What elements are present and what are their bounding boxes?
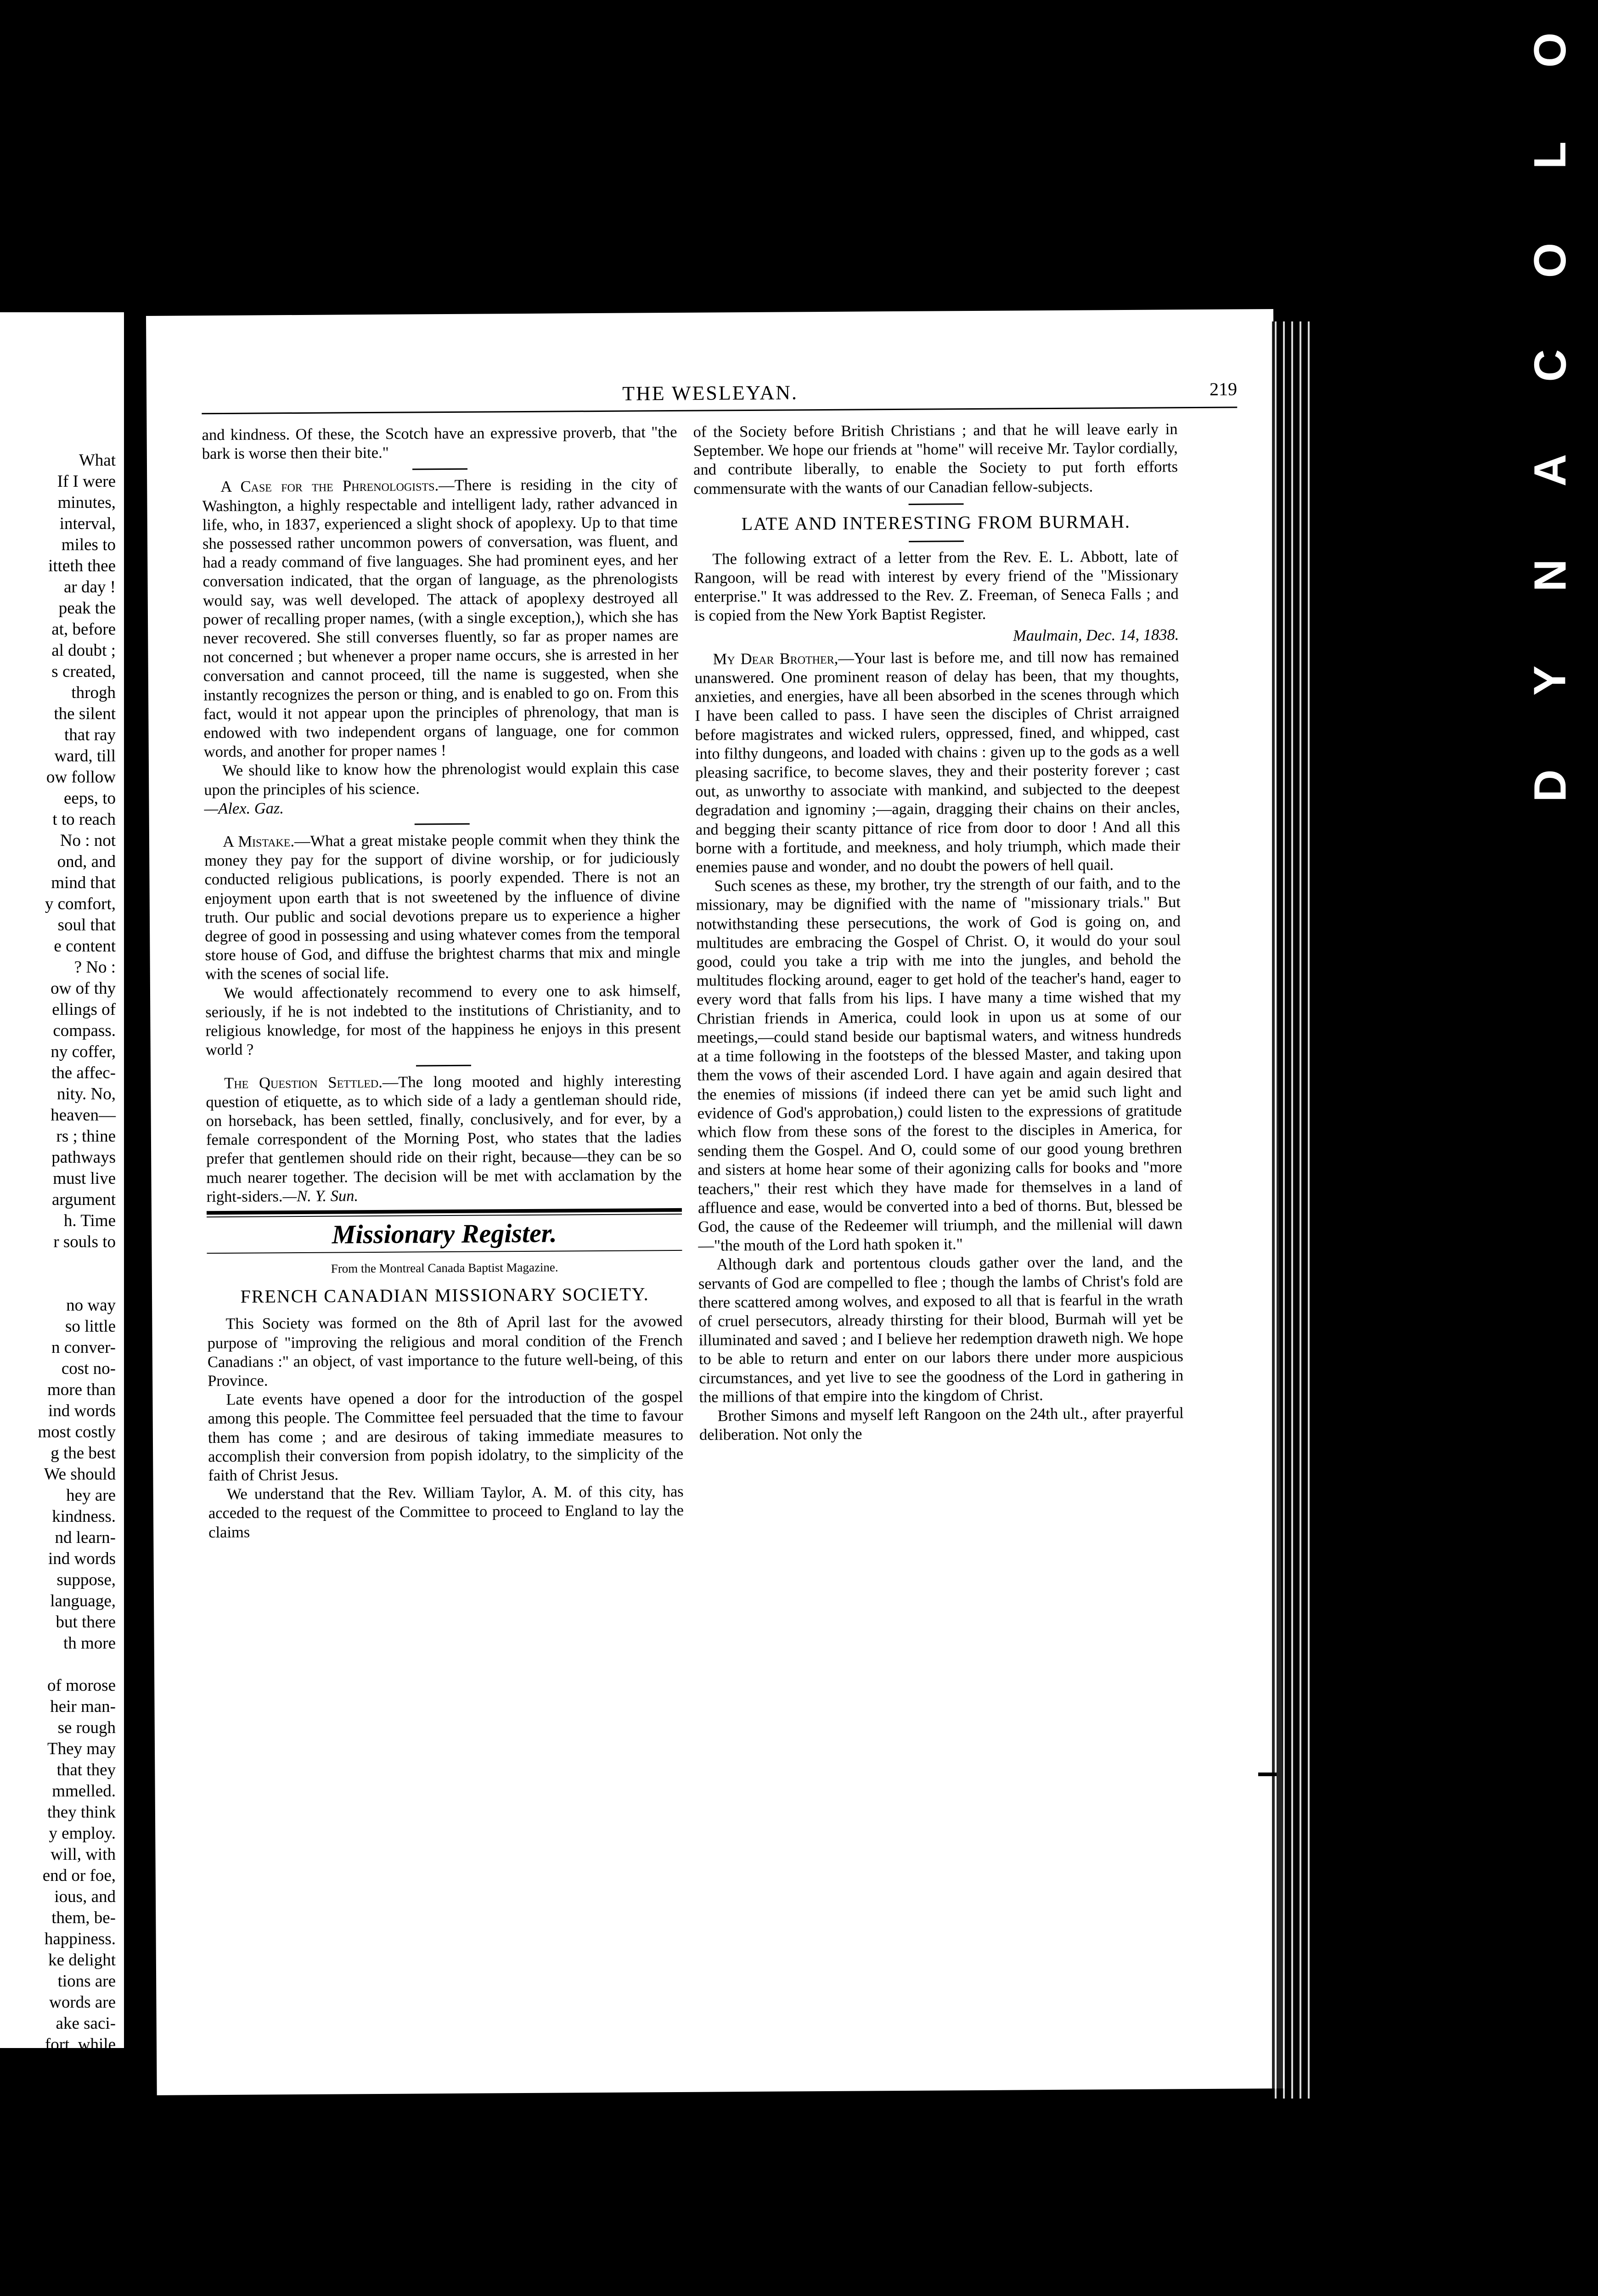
left-page-line: ar day ! — [64, 578, 116, 597]
brand-letter: Y — [1525, 665, 1575, 696]
divider — [412, 468, 467, 470]
left-page-line: peak the — [58, 599, 116, 618]
brand-letter: L — [1525, 141, 1575, 169]
section-rule-thin — [207, 1250, 682, 1254]
left-page-line: the affec- — [51, 1064, 116, 1082]
left-page-line: compass. — [53, 1021, 116, 1040]
left-page-line: ow of thy — [51, 979, 116, 998]
mistake-article — [204, 830, 681, 984]
header-rule — [202, 406, 1237, 414]
section-title: Missionary Register. — [332, 1218, 557, 1249]
left-page-line: If I were — [57, 472, 116, 491]
left-page-line: n conver- — [51, 1338, 116, 1357]
salutation: My Dear Brother, — [713, 649, 838, 668]
left-page-line: th more — [63, 1634, 116, 1653]
left-page-line: ind words — [48, 1549, 116, 1568]
article-title: A Case for the Phrenologists. — [220, 477, 439, 496]
left-page-line: so little — [65, 1317, 116, 1336]
divider — [909, 540, 964, 542]
left-page-line: ond, and — [57, 852, 116, 871]
page-header-title: THE WESLEYAN. — [622, 381, 799, 405]
left-page-line: s created, — [51, 662, 116, 681]
left-page-line: mind that — [51, 873, 116, 892]
left-page-line: most costly — [38, 1423, 116, 1441]
letter-body: —Your last is before me, and till now has remained unanswered. One prominent reason of delay has been, that my thoughts, anxieties, and energies, have all been absorbed in the scenes through which I have been called to pass. I have seen the disciples of Christ arraigned before magistrates and wicked rulers, oppressed, fined, and whipped, cast into filthy dungeons, and loaded with chains : given up to the gods as a well pleasing sacrifice, to become slaves, they and their posterity forever ; cast out, as unworthy to associate with mankind, and subjected to the deepest degradation and ignominy ;—again, dragging their chains on their ancles, and begging their scanty pittance of rice from door to door ! And all this borne with a fortitude, and meekness, and holy triumph, which made their enemies pause and wonder, and no doubt the powers of hell quail. — [694, 647, 1181, 876]
margin-mark — [1258, 1773, 1277, 1776]
left-page-line: interval, — [59, 514, 116, 533]
left-page-line: t to reach — [52, 810, 116, 829]
left-page-line: nd learn- — [55, 1528, 116, 1547]
left-page-line: pathways — [51, 1148, 116, 1167]
left-page-line: they think — [47, 1803, 116, 1822]
page-number: 219 — [1209, 378, 1238, 400]
left-page-line: language, — [50, 1592, 116, 1610]
phrenology-article — [202, 475, 679, 761]
left-page-line: argument — [51, 1190, 116, 1209]
right-column — [693, 420, 1184, 1445]
brand-letter: N — [1525, 559, 1575, 592]
left-page-fragment — [0, 312, 124, 2075]
page-gutter — [124, 321, 147, 2089]
left-page-line: h. Time — [63, 1211, 116, 1230]
left-page-line: must live — [53, 1169, 116, 1188]
left-page-line: ow follow — [46, 768, 116, 787]
source-line: From the Montreal Canada Baptist Magazine. — [331, 1260, 558, 1276]
left-page-line: more than — [47, 1380, 116, 1399]
left-column — [202, 423, 684, 1542]
article-paragraph: We understand that the Rev. William Taylor, A. M. of this city, has acceded to the request of the Committee to proceed to England to lay the claims — [208, 1483, 684, 1541]
left-page-line: happiness. — [44, 1930, 116, 1948]
left-page-line: rs ; thine — [56, 1127, 116, 1146]
dateline: Maulmain, Dec. 14, 1838. — [1013, 625, 1179, 645]
intro-paragraph: and kindness. Of these, the Scotch have an expressive proverb, that "the bark is worse then their bite." — [202, 423, 677, 463]
question-article — [206, 1071, 682, 1206]
left-page-line: suppose, — [56, 1570, 116, 1589]
left-page-line: at, before — [51, 620, 116, 639]
left-page-line: heaven— — [51, 1106, 116, 1125]
brand-letter: C — [1525, 349, 1575, 382]
article-title: A Mistake. — [222, 833, 295, 851]
left-page-line: them, be- — [51, 1908, 116, 1927]
left-page-line: ? No : — [74, 958, 116, 977]
left-page-line: ind words — [48, 1401, 116, 1420]
article-title: The Question Settled. — [224, 1073, 383, 1092]
divider — [908, 503, 963, 505]
left-page-line: ious, and — [54, 1887, 116, 1906]
divider — [416, 1064, 471, 1066]
letter-paragraph: Although dark and portentous clouds gather over the land, and the servants of God are compelled to flee ; though the lambs of Christ's fold are there scattered among wolves, and exposed to all that is fearful in the wrath of cruel persecutors, already thirsting for their blood, Burmah will yet be illuminated and saved ; and I believe her redemption draweth nigh. We hope to be able to return and enter on our labors there under more auspicious circumstances, and yet live to see the goodness of the Lord in gathering in the millions of that empire into the kingdom of Christ. — [698, 1253, 1184, 1406]
newspaper-page — [146, 309, 1284, 2095]
left-page-line: ny coffer, — [51, 1042, 116, 1061]
left-page-line: y comfort, — [45, 895, 116, 913]
letter-paragraph: Such scenes as these, my brother, try the strength of our faith, and to the missionary, may be dignified with the name of "missionary trials." But notwithstanding these persecutions, the work of God is going on, and multitudes are embracing the Gospel of Christ. O, it would do your soul good, could you take a trip with me into the jungles, and behold the multitudes flocking around, eager to get hold of the teacher's hand, eager to every word that falls from his lips. I have many a time wished that my Christian friends in America, could look in upon us at some of our meetings,—could stand beside our baptismal waters, and witness hundreds at a time following in the footsteps of the blessed Master, and taking upon them the vows of their ascended Lord. I have again and again desired that the enemies of missions (if indeed there can yet be amid such light and evidence of God's approbation,) could listen to the expressions of gratitude which flow from these sons of the forest to the disciples in America, for sending them the Gospel. And O, could some of our good young brethren and sisters at home hear some of their agonizing calls for books and "more teachers," their rest which they have made for themselves in a land of affluence and ease, would be converted into a bed of thorns. But, blessed be God, the cause of the Redeemer will triumph, and the millenial will dawn—"the mouth of the Lord hath spoken it." — [696, 874, 1183, 1255]
left-page-line: throgh — [71, 683, 116, 702]
brand-letter: O — [1524, 32, 1575, 68]
article-paragraph: This Society was formed on the 8th of April last for the avowed purpose of "improving the religious and moral condition of the French Canadians :" an object, of vast importance to the future well-being, of this Province. — [207, 1312, 683, 1390]
left-page-line: that they — [56, 1761, 116, 1779]
left-page-line: al doubt ; — [51, 641, 116, 660]
article-paragraph — [204, 759, 680, 818]
left-page-line: but there — [56, 1613, 116, 1632]
left-page-line: No : not — [60, 831, 116, 850]
left-page-line: e content — [54, 937, 116, 956]
letter-paragraph — [694, 647, 1180, 877]
left-page-line: We should — [44, 1465, 116, 1484]
left-page-line: eeps, to — [63, 789, 116, 808]
left-page-line: hey are — [66, 1486, 116, 1505]
article-intro: The following extract of a letter from the Rev. E. L. Abbott, late of Rangoon, will be read with interest by every friend of the "Missionary enterprise." It was addressed to the Rev. Z. Freeman, of Seneca Falls ; and is copied from the New York Baptist Register. — [694, 547, 1179, 625]
article-body: We should like to know how the phrenologist would explain this case upon the principles of his science. — [204, 759, 680, 799]
left-page-line: no way — [66, 1296, 116, 1315]
article-paragraph: We would affectionately recommend to every one to ask himself, seriously, if he is not indebted to the institutions of Christianity, and to religious knowledge, for most of the happiness he enjoys in this present world ? — [205, 981, 681, 1059]
left-page-line: end or foe, — [42, 1866, 116, 1885]
left-page-line: What — [79, 451, 116, 470]
article-body: —What a great mistake people commit when they think the money they pay for the support of divine worship, or for judiciously conducted religious publications, is poorly expended. There is not an enjoyment upon earth that is not sweetened by the influence of divine truth. Our public and social devotions prepare us to experience a higher degree of good in possessing and using whatever comes from the temporal store house of God, and diffuse the brightest charms that mix and mingle with the scenes of social life. — [204, 830, 681, 983]
article-paragraph: Late events have opened a door for the introduction of the gospel among this people. The Committee feel persuaded that the time to favour them has come ; and are desirous of taking immediate measures to accomplish their conversion from popish idolatry, to the simplicity of the faith of Christ Jesus. — [208, 1388, 684, 1485]
left-page-line: of morose — [47, 1676, 116, 1695]
left-page-line: itteth thee — [48, 557, 116, 575]
article-body: —There is residing in the city of Washington, a highly respectable and intelligent lady, rather advanced in life, who, in 1837, experienced a slight shock of apoplexy. Up to that time she possessed rather uncommon powers of conversation, was fluent, and had a ready command of five languages. She had prominent eyes, and her conversation indicated, that the organ of language, as the phrenologists would say, was well developed. The attack of apoplexy destroyed all power of recalling proper names, (with a single exception,), which she has never recovered. She still converses fluently, so far as proper names are not concerned ; but whenever a proper name occurs, she is arrested in her conversation and cannot proceed, till the name is suggested, when she instantly recognizes the person or thing, and is enabled to go on. From this fact, would it not appear upon the principles of phrenology, that man is endowed with two independent organs of language, one for common words, and another for proper names ! — [202, 475, 679, 761]
left-page-line: will, with — [51, 1845, 116, 1864]
left-page-line: fort, while — [45, 2035, 116, 2054]
left-page-line: ward, till — [54, 747, 116, 765]
left-page-line: They may — [47, 1739, 116, 1758]
left-page-line: that ray — [64, 726, 116, 744]
page-stack-edge — [1272, 321, 1313, 2099]
divider — [414, 823, 469, 825]
continued-paragraph: of the Society before British Christians ; and that he will leave early in September. We hope our friends at "home" will receive Mr. Taylor cordially, and contribute liberally, to enable the Society to put forth efforts commensurate with the wants of our Canadian fellow-subjects. — [693, 420, 1178, 498]
left-page-line: ake saci- — [56, 2014, 116, 2033]
brand-letter: A — [1525, 454, 1575, 487]
brand-letter: O — [1524, 242, 1575, 278]
left-page-line: g the best — [51, 1444, 116, 1463]
left-page-line: f courtesy — [48, 2056, 116, 2075]
article-headline: FRENCH CANADIAN MISSIONARY SOCIETY. — [240, 1283, 649, 1307]
letter-paragraph: Brother Simons and myself left Rangoon on the 24th ult., after prayerful deliberation. Not only the — [699, 1404, 1184, 1444]
left-page-line: se rough — [57, 1718, 116, 1737]
left-page-line: tions are — [57, 1972, 116, 1991]
left-page-line: heir man- — [50, 1697, 116, 1716]
scanner-brand-strip — [1520, 28, 1580, 808]
brand-letter: D — [1525, 769, 1575, 802]
article-body: —The long mooted and highly interesting question of etiquette, as to which side of a lady a gentleman should ride, on horseback, has been settled, finally, conclusively, and for ever, by a female correspondent of the Morning Post, who states that the ladies prefer that gentlemen should ride on their right, because—they can be so much nearer together. The decision will be met with acclamation by the right-siders. — [206, 1071, 682, 1205]
left-page-line: ke delight — [48, 1951, 116, 1970]
article-source: —Alex. Gaz. — [204, 799, 284, 818]
left-page-line: miles to — [61, 535, 116, 554]
left-page-line: mmelled. — [52, 1782, 116, 1801]
left-page-line: y employ. — [49, 1824, 116, 1843]
left-page-line: minutes, — [57, 493, 116, 512]
left-page-line: nity. No, — [56, 1085, 116, 1103]
article-source: —N. Y. Sun. — [282, 1187, 359, 1205]
left-page-line: kindness. — [52, 1507, 116, 1526]
article-headline: LATE AND INTERESTING FROM BURMAH. — [741, 511, 1131, 534]
left-page-line: the silent — [54, 704, 116, 723]
left-page-line: r souls to — [53, 1232, 116, 1251]
left-page-line: words are — [49, 1993, 116, 2012]
left-page-line: ellings of — [52, 1000, 116, 1019]
left-page-line: cost no- — [61, 1359, 116, 1378]
left-page-line: soul that — [57, 916, 116, 934]
